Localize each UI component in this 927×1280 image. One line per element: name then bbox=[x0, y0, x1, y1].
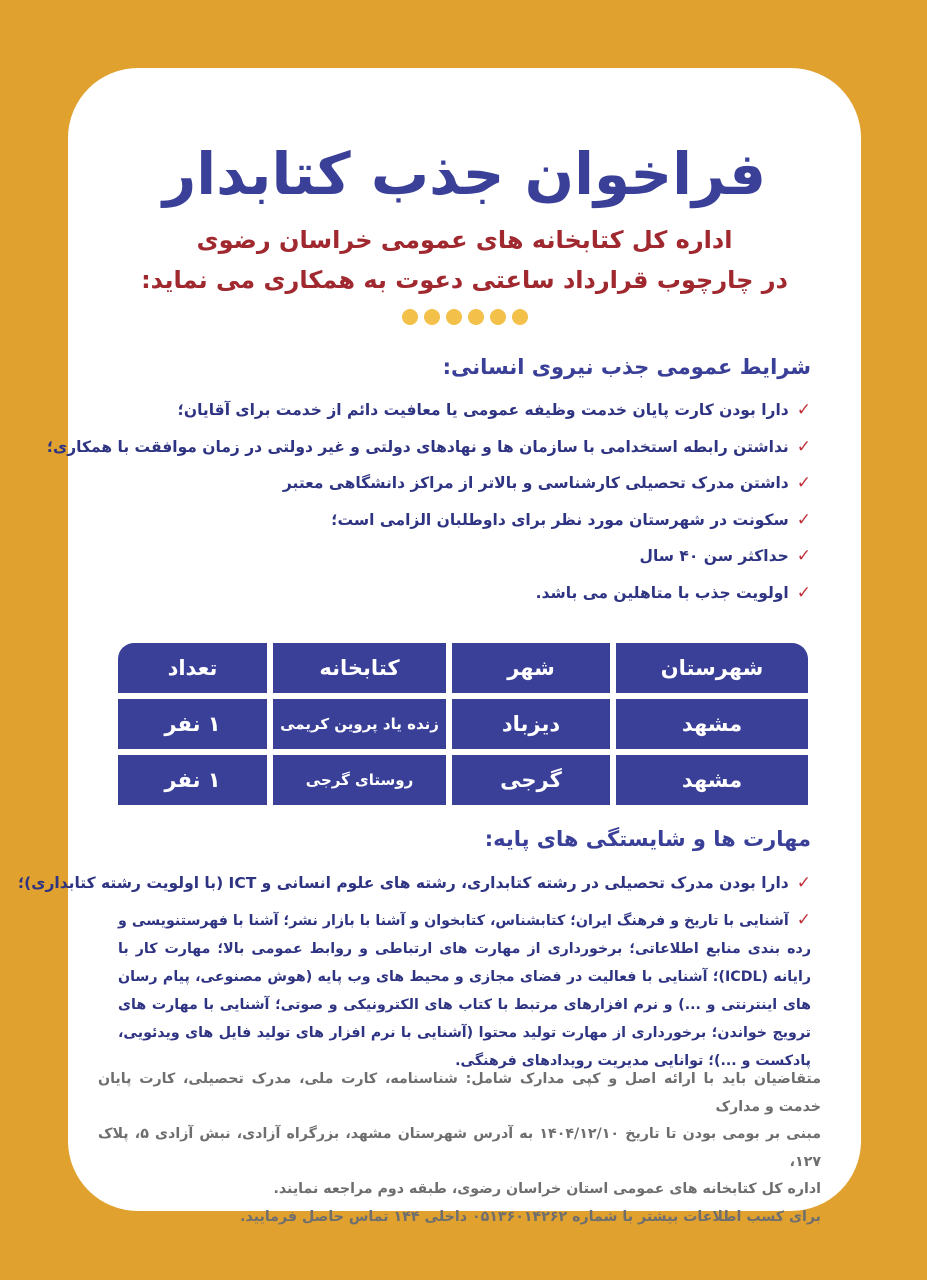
subtitle-line-2: در چارچوب قرارداد ساعتی دعوت به همکاری می نماید: bbox=[141, 266, 788, 294]
application-instructions bbox=[98, 1066, 821, 1231]
table-header-row bbox=[118, 643, 808, 693]
cell-city: دیزباد bbox=[452, 699, 610, 749]
general-conditions-title: شرایط عمومی جذب نیروی انسانی: bbox=[442, 355, 811, 379]
poster-title: فراخوان جذب کتابدار bbox=[162, 140, 767, 208]
footer-line-1: متقاضیان باید با ارائه اصل و کپی مدارک شامل: شناسنامه، کارت ملی، مدرک تحصیلی، کارت پایان خدمت و مدارک bbox=[98, 1071, 821, 1115]
general-conditions-list bbox=[46, 392, 811, 611]
checkmark-icon: ✓ bbox=[796, 582, 811, 603]
dot-icon bbox=[402, 309, 418, 325]
subtitle-line-1: اداره کل کتابخانه های عمومی خراسان رضوی bbox=[196, 226, 733, 254]
dot-icon bbox=[512, 309, 528, 325]
condition-text: داشتن مدرک تحصیلی کارشناسی و بالاتر از مراکز دانشگاهی معتبر bbox=[282, 474, 789, 493]
cell-county: مشهد bbox=[616, 699, 808, 749]
skill-text: دارا بودن مدرک تحصیلی در رشته کتابداری، رشته های علوم انسانی و ICT (با اولویت رشته کتابداری)؛ bbox=[17, 874, 789, 892]
poster-card bbox=[17, 68, 861, 1225]
condition-text: نداشتن رابطه استخدامی با سازمان ها و نهادهای دولتی و غیر دولتی در زمان موافقت با همکاری؛ bbox=[46, 437, 789, 456]
condition-text: دارا بودن کارت پایان خدمت وظیفه عمومی یا معافیت دائم از خدمت برای آقایان؛ bbox=[177, 401, 789, 420]
checkmark-icon: ✓ bbox=[796, 910, 811, 930]
cell-library: روستای گرجی bbox=[273, 755, 446, 805]
list-item bbox=[46, 429, 811, 466]
dot-icon bbox=[446, 309, 462, 325]
checkmark-icon: ✓ bbox=[796, 400, 811, 421]
dot-icon bbox=[490, 309, 506, 325]
table-row bbox=[118, 755, 808, 805]
list-item bbox=[98, 538, 811, 575]
dot-icon bbox=[424, 309, 440, 325]
header-count: تعداد bbox=[118, 643, 267, 693]
footer-line-2: مبنی بر بومی بودن تا تاریخ ۱۴۰۴/۱۲/۱۰ به آدرس شهرستان مشهد، بزرگراه آزادی، نبش آزادی ۵، پلاک ۱۲۷، bbox=[98, 1126, 821, 1170]
condition-text: اولویت جذب با متاهلین می باشد. bbox=[535, 583, 789, 602]
table-row bbox=[118, 699, 808, 749]
list-item bbox=[98, 465, 811, 502]
skill-text: آشنایی با تاریخ و فرهنگ ایران؛ کتابشناس، کتابخوان و آشنا با بازار نشر؛ آشنا با فهرستنویسی و رده بندی منابع اطلاعاتی؛ برخورداری از مهارت های ارتباطی و روابط عمومی بالا؛ مهارت کار با رایانه (ICDL)؛ آشنایی با فعالیت در فضای مجازی و محیط های وب پایه (هوش مصنوعی، پیام رسان های اینترنتی و ...) و نرم افزارهای مرتبط با کتاب های الکترونیکی و صوتی؛ آشنایی با مهارت های ترویج خواندن؛ برخورداری از مهارت تولید محتوا (آشنایی با نرم افزار های تولید فایل های ویدئویی، پادکست و ...)؛ توانایی مدیریت رویدادهای فرهنگی. bbox=[118, 913, 811, 1069]
checkmark-icon: ✓ bbox=[796, 546, 811, 567]
list-item bbox=[98, 392, 811, 429]
header-county: شهرستان bbox=[616, 643, 808, 693]
condition-text: سکونت در شهرستان مورد نظر برای داوطلبان الزامی است؛ bbox=[331, 510, 789, 529]
checkmark-icon: ✓ bbox=[796, 473, 811, 494]
cell-county: مشهد bbox=[616, 755, 808, 805]
poster-subtitle bbox=[68, 220, 861, 300]
checkmark-icon: ✓ bbox=[796, 873, 811, 893]
header-library: کتابخانه bbox=[273, 643, 446, 693]
cell-library: زنده یاد پروین کریمی bbox=[273, 699, 446, 749]
skills-title: مهارت ها و شایستگی های پایه: bbox=[484, 827, 811, 851]
list-item bbox=[98, 575, 811, 612]
checkmark-icon: ✓ bbox=[796, 436, 811, 457]
list-item bbox=[98, 502, 811, 539]
cell-city: گرجی bbox=[452, 755, 610, 805]
positions-table bbox=[118, 643, 808, 811]
checkmark-icon: ✓ bbox=[796, 509, 811, 530]
cell-count: ۱ نفر bbox=[118, 755, 267, 805]
cell-count: ۱ نفر bbox=[118, 699, 267, 749]
condition-text: حداکثر سن ۴۰ سال bbox=[639, 547, 789, 566]
header-city: شهر bbox=[452, 643, 610, 693]
dot-icon bbox=[468, 309, 484, 325]
decorative-dots bbox=[68, 309, 861, 325]
footer-line-4: برای کسب اطلاعات بیشتر با شماره ۰۵۱۳۶۰۱۴۲۶۲ داخلی ۱۴۴ تماس حاصل فرمایید. bbox=[240, 1208, 821, 1225]
skill-item-1 bbox=[17, 868, 811, 898]
skill-item-2 bbox=[118, 906, 811, 1075]
footer-line-3: اداره کل کتابخانه های عمومی استان خراسان رضوی، طبقه دوم مراجعه نمایند. bbox=[273, 1181, 821, 1197]
